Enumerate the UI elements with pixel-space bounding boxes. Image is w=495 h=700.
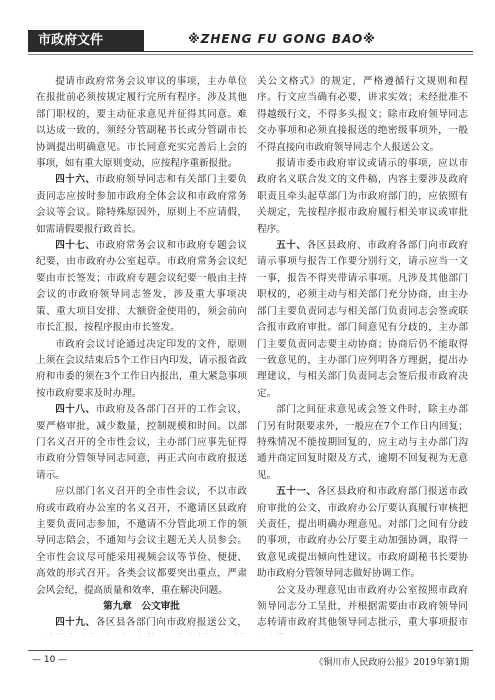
page-footer	[28, 650, 473, 667]
paragraph-text: 应以部门名义召开的全市性会议，不以市政府或市政府办公室的名义召开，不邀请区县政府主要负责同志参加，不邀请不分管此项工作的领导同志陪会，不通知与会议主题无关人员参会。全市性会议尽可能采用视频会议等节俭、便捷、高效的形式召开。各类会议都要突出重点，严肃会风会纪，提高质量和效率，重在解决问题。	[36, 486, 247, 596]
article-number: 四十九、	[55, 617, 96, 629]
left-column	[36, 74, 247, 634]
paragraph	[257, 238, 468, 402]
page-number: — 10 —	[32, 655, 68, 665]
article-number: 四十八、	[55, 404, 96, 416]
header-rule	[144, 51, 473, 52]
article-number: 五十、	[276, 240, 307, 252]
paragraph-text: 市政府常务会议和市政府专题会议纪要，由市政府办公室起草。市政府常务会议纪要由市长签发；市政府专题会议纪要一般由主持会议的市政府领导同志签发，涉及重大事项决策、重大项目安排、大额资金使用的，须会前向市长汇报，按程序报由市长签发。	[36, 240, 247, 334]
paragraph-text: 公文及办理意见由市政府办公室按照市政府领导同志分工呈批，并根据需要由市政府领导同志转请市政府其他领导同志批示，重大事项报市	[257, 584, 468, 629]
paragraph-text: 市政府及各部门召开的工作会议，要严格审批，减少数量，控制规模和时间。以部门名义召开的全市性会议，主办部门应事先征得市政府分管领导同志同意，再正式向市政府报送请示。	[36, 404, 247, 481]
paragraph-text: 各区县政府、市政府各部门向市政府请示事项与报告工作要分别行文，请示应当一文一事，报告不得夹带请示事项。凡涉及其他部门职权的，必须主动与相关部门充分协商，由主办部门主要负责同志与相关部门负责同志会签或联合报市政府审批。部门间意见有分歧的，主办部门主要负责同志要主动协商；协商后仍不能取得一致意见的，主办部门应列明各方理据，提出办理建议，与相关部门负责同志会签后报市政府决定。	[257, 240, 468, 399]
section-tab: 市政府文件	[28, 30, 144, 52]
paragraph-text: 报请市委市政府审议或请示的事项，应以市政府名义联合发文的文件稿，内容主要涉及政府职责且牵头起草部门为市政府部门的，应依照有关规定，先按程序报市政府履行相关审议或审批程序。	[257, 158, 468, 235]
paragraph	[257, 583, 468, 634]
paragraph	[36, 484, 247, 599]
paragraph-text: 市政府会议讨论通过决定印发的文件，原则上须在会议结束后5个工作日内印发，请示报省政府和市委的须在3个工作日内报出，重大紧急事项按市政府要求及时办理。	[36, 338, 247, 399]
journal-title: ※ZHENG FU GONG BAO※	[188, 32, 376, 46]
paragraph-text: 各区县各部门向市政府报送公文，	[95, 617, 247, 629]
paragraph-text: 各区县政府和市政府部门报送市政府审批的公文，市政府办公厅要认真履行审核把关责任，提出明确办理意见。对部门之间有分歧的事项，市政府办公厅要主动加强协调，取得一致意见或提出倾向性建议。市政府副秘书长要协助市政府分管领导同志做好协调工作。	[257, 486, 468, 580]
header-rule-secondary	[28, 54, 473, 55]
paragraph-text: 市政府领导同志和有关部门主要负责同志应按时参加市政府全体会议和市政府常务会议等会议。除特殊原因外，原则上不应请假，如需请假要报行政首长。	[36, 174, 247, 235]
article-number: 五十一、	[276, 486, 317, 498]
journal-issue: 《铜川市人民政府公报》2019年第1期	[314, 658, 469, 668]
paragraph	[36, 402, 247, 484]
paragraph	[36, 74, 247, 172]
paragraph	[36, 172, 247, 238]
paragraph	[36, 615, 247, 634]
paragraph	[36, 337, 247, 403]
page-header	[28, 30, 473, 52]
paragraph	[257, 402, 468, 484]
article-number: 四十七、	[55, 240, 96, 252]
paragraph	[257, 74, 468, 156]
right-column	[257, 74, 468, 634]
paragraph-text: 提请市政府常务会议审议的事项，主办单位在报批前必须按规定履行完所有程序。涉及其他部门职权的，要主动征求意见并征得其同意。难以达成一致的，须经分管副秘书长或分管副市长协调提出明确意见。市长同意充实完善后上会的事项，如有重大原则变动，应按程序重新报批。	[36, 76, 247, 170]
paragraph-text: 部门之间征求意见或会签文件时，除主办部门另有时限要求外，一般应在7个工作日内回复；特殊情况不能按期回复的，应主动与主办部门沟通并商定回复时限及方式，逾期不回复视为无意见。	[257, 404, 468, 481]
paragraph-text: 关公文格式》的规定，严格遵循行文规则和程序。行文应当确有必要，讲求实效；未经批准不得越级行文，不得多头报文；除市政府领导同志交办事项和必须直接报送的绝密级事项外，一般不得直接向市政府领导同志个人报送公文。	[257, 76, 468, 153]
article-number: 四十六、	[55, 174, 96, 186]
paragraph	[257, 484, 468, 582]
paragraph	[257, 156, 468, 238]
paragraph	[36, 238, 247, 336]
chapter-heading: 第九章 公文审批	[103, 601, 180, 612]
